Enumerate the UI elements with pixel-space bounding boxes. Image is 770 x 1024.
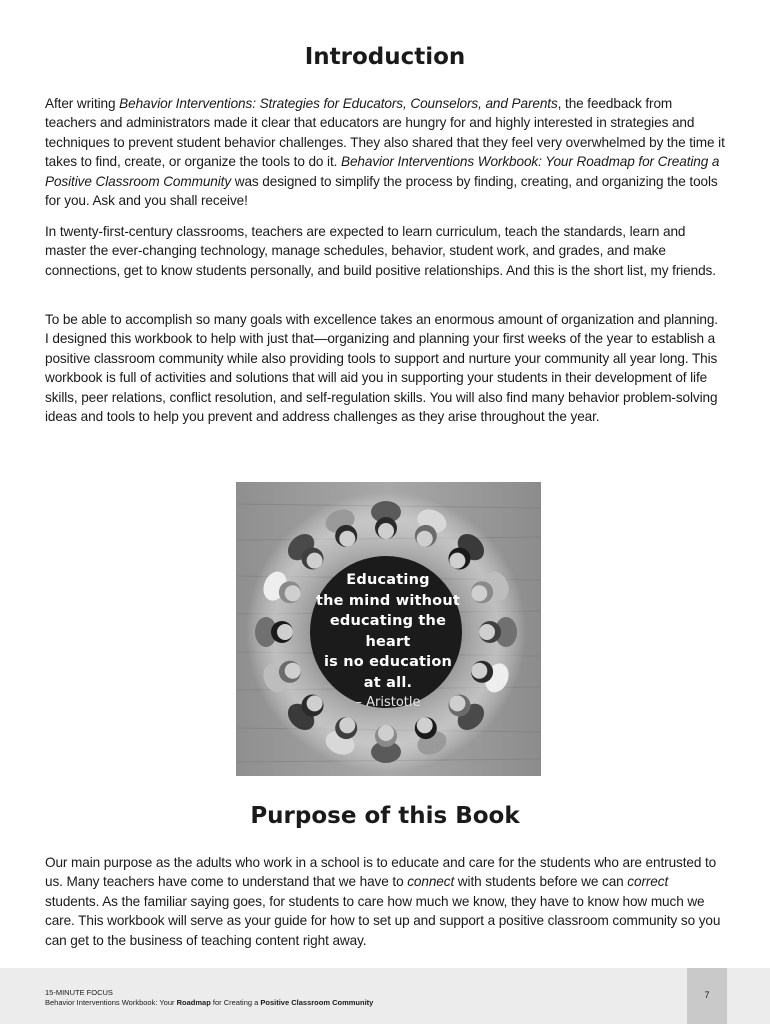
intro-paragraph-2: In twenty-first-century classrooms, teachers are expected to learn curriculum, teach the standards, learn and master the ever-changing technology, manage schedules, behavior, student work, and grades, and make connections, get to know students personally, and build positive relationships. And this is the short list, my friends. [45, 224, 716, 278]
quote-line: educating the heart [329, 613, 447, 650]
text-run: with students before we can [454, 874, 628, 890]
text-run: was designed to simplify the process by finding, creating, and organizing the tools for you. Ask and you shall receive! [45, 173, 718, 209]
emphasis-connect: connect [407, 874, 455, 890]
child-face [285, 663, 301, 679]
child-face [339, 717, 355, 733]
page-number: 7 [704, 990, 710, 1000]
quote-line: is no education [323, 654, 453, 670]
child-face [307, 553, 323, 569]
text-run: Behavior Interventions Workbook: Your [45, 998, 177, 1007]
quote-author: – Aristotle [355, 695, 421, 710]
text-run: for Creating a [210, 998, 261, 1007]
child-face [285, 585, 301, 601]
child-face [449, 553, 465, 569]
series-name: 15-MINUTE FOCUS [45, 988, 113, 997]
child-face [479, 624, 495, 640]
child-face [339, 531, 355, 547]
child-face [417, 717, 433, 733]
quote-line: Educating [346, 572, 430, 588]
text-run: , the feedback from teachers and administrators made it clear that educators are hungry for and highly interested in strategies and techniques to prevent student behavior challenges. They also shared that they feel very overwhelmed by the time it takes to find, create, or organize the tools to do it. [45, 96, 725, 170]
child-face [471, 663, 487, 679]
purpose-heading: Purpose of this Book [250, 803, 520, 829]
workbook-title-italic: Behavior Interventions Workbook: Your Roadmap for Creating a Positive Classroom Community [45, 154, 720, 189]
child-face [378, 523, 394, 539]
text-run: students. As the familiar saying goes, for students to care how much we know, they have to know how much we care. This workbook will serve as your guide for how to set up and support a positive classroom community so you can get to the business of teaching content right away. [45, 893, 721, 948]
child-face [277, 624, 293, 640]
child-face [378, 725, 394, 741]
page-number-tab [687, 968, 727, 1024]
quote-line: at all. [363, 674, 413, 691]
text-run-bold: Roadmap [176, 998, 211, 1007]
aristotle-quote-image [236, 482, 541, 776]
quote-block [308, 570, 468, 710]
child-face [471, 585, 487, 601]
quote-line: the mind without [315, 592, 460, 609]
intro-paragraph-3: To be able to accomplish so many goals with excellence takes an enormous amount of organization and planning. I designed this workbook to help with just that—organizing and planning your first weeks of the year to establish a positive classroom community while also providing tools to support and nurture your community all year long. This workbook is full of activities and solutions that will aid you in supporting your students in their development of life skills, peer relations, conflict resolution, and self-regulation skills. You will also find many behavior problem-solving ideas and tools to help you prevent and address challenges as they arise throughout the year. [45, 312, 718, 425]
text-run-bold: Positive Classroom Community [260, 998, 374, 1007]
text-run: Our main purpose as the adults who work in a school is to educate and care for the students who are entrusted to us. Many teachers have come to understand that we have to [45, 855, 717, 890]
child-face [417, 531, 433, 547]
introduction-heading: Introduction [304, 44, 466, 70]
purpose-paragraph [45, 853, 725, 950]
text-run: After writing [45, 96, 120, 111]
book-title [45, 998, 373, 1008]
intro-paragraph-1 [45, 94, 725, 210]
book-title-italic: Behavior Interventions: Strategies for Educators, Counselors, and Parents [119, 96, 558, 111]
page-footer [0, 968, 770, 1024]
emphasis-correct: correct [627, 874, 669, 890]
